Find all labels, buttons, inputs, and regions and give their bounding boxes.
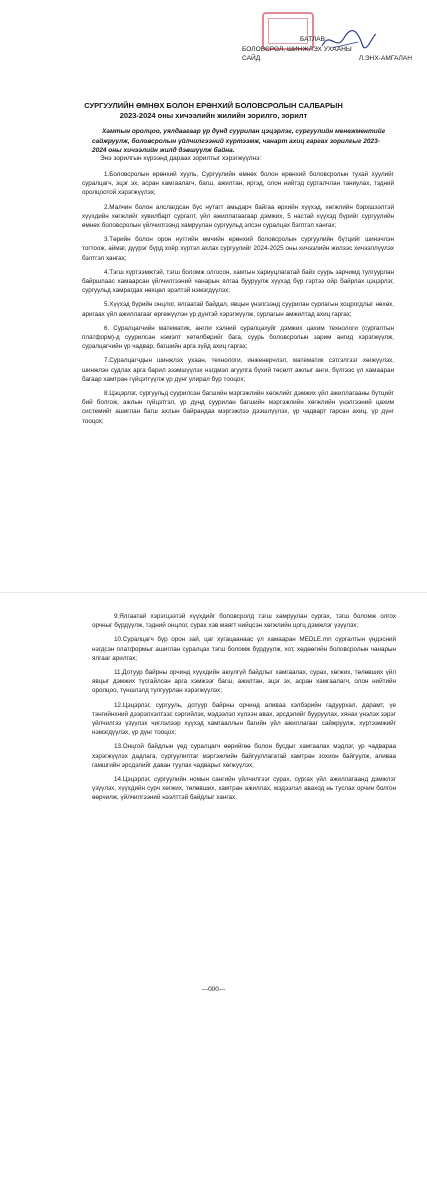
objective-item: 3.Төрийн болон орон нутгийн өмчийн ерөнхий боловсролын сургуулийн бүтцийг шинэчлэн тогтоож, аймаг, дүүрэг бүрд хоёр хүртэл ахлах сургуулийг 2024-2025 оны хичээлийн жилээс хичээллүүлэх бэлтгэл хангах; xyxy=(82,236,394,262)
objective-item: 7.Суралцагчдын шинжлэх ухаан, технологи, инженерчлэл, математик сэтгэлгээг хөгжүүлэх, шинжлэн судлах арга барил эзэмшүүлэх нэгдмэл агуулга бүхий төсөлт ажлыг анги, бүлгээс үл хамааран багаар хамтран гүйцэтгүүлж үр дүнг улирал бүр тооцох; xyxy=(82,357,394,383)
page-divider xyxy=(0,592,427,593)
approval-title: БАТЛАВ xyxy=(300,36,326,43)
title-line-1: СУРГУУЛИЙН ӨМНӨХ БОЛОН ЕРӨНХИЙ БОЛОВСРОЛЫН САЛБАРЫН xyxy=(84,101,343,110)
objective-item: 4.Тэгш хүртээмжтэй, тэгш боломж олгосон, хамтын хариуцлагатай байх суурь зарчимд тулгуурлан байршлаас хамаарсан үйлчилгээний чанарын ялгаа бууруулж хүүхэд бүр гэртээ ойр байрлах цэцэрлэг, сургуульд хамрагдах нөхцөл эрэлтэй нэмэгдүүлэх; xyxy=(82,268,394,295)
lead-sentence: Энэ зорилгын хүрээнд дараах зорилтыг хэрэгжүүлнэ: xyxy=(100,155,262,162)
intro-paragraph: Хамтын оролцоо, уялдаагаар үр дүнд суурилан цэцэрлэг, сургуулийн менежментийг сайжруулж, боловсролын үйлчилгээний хүртээмж, чанарт ахиц гаргах зорилгыг 2023-2024 оны хичээлийн жилд дэвшүүлж байна. xyxy=(92,128,386,154)
document-page-2 xyxy=(0,600,427,1200)
objective-item: 9.Ялгаатай хэрэгцээтэй хүүхдийг боловсролд тэгш хамруулан сургах, тэгш боломж олгох орчныг бүрдүүлж, тэдний онцлог, сурах хэв маягт нийцсэн хөгжлийн цогц дэмжлэг үзүүлэх; xyxy=(92,613,396,630)
approval-org: БОЛОВСРОЛ, ШИНЖЛЭХ УХААНЫ xyxy=(242,45,352,53)
objectives-list-page-1 xyxy=(82,170,394,431)
objectives-list-page-2 xyxy=(92,612,396,808)
objective-item: 11.Дотуур байрны орчинд хүүхдийн аюулгүй байдлыг хамгаалах, сурах, хөгжих, төлөвших үйл явцыг дэмжих түсгайлсан арга хэмжээг багш, ажилтан, эцэг эх, асран хамгаалагч, олон нийтийн оролцоо, түншлэлд тулгуурлан хэрэгжүүлэх; xyxy=(92,669,396,695)
approval-block xyxy=(242,35,412,64)
approval-name: Л.ЭНХ-АМГАЛАН xyxy=(358,55,412,63)
approval-position: САЙД xyxy=(242,55,261,63)
objective-item: 5.Хүүхэд бүрийн онцлог, ялгаатай байдал, явцын үнэлгээнд суурилан сурлагын хоцрогдлыг нөхөх, аригаах үйл ажиллагааг өргөжүүлэн үр дүнтэй хэрэгжүүлж, сурлагын амжилтад ахиц гаргах; xyxy=(82,301,394,318)
objective-item: 8.Цэцэрлэг, сургуульд суурилсан багшийн мэргэжлийн хөгжлийг дэмжих үйл ажиллагааны бүтцийг бий болгож, ажлын гүйцэтгэл, үр дүнд суурилан багшийн мэргэжлийн хөгжлийн үнэлгээний цахим системийг ашиглан багш ахлын байрандаа мэргэжлээ дээшлүүлэх, үр чадварт гарсан ахиц, үр дүнг тооцох; xyxy=(82,390,394,425)
objective-item: 6. Суралцагчийн математик, англи хэлний суралцахуйг дэмжих цахим технологи (сургалтын платформ)-д суурилсан нэмэлт хөтөлбөрийг бага, суурь боловсролын зарим ангид хэрэгжүүлж, суралцагчийн үр чадвар, багшийн арга зүйд ахиц гаргах; xyxy=(82,324,394,351)
objective-item: 12.Цэцэрлэг, сургууль, дотуур байрны орчинд аливаа хэлбэрийн гадуурхал, дарамт, үе тэнгийнхний дээрэлхэлтээс сэргийлэх, мэдээлэл хүлээн авах, эрсдэлийг бууруулах, хянах үнэлэх зэрэг үйлчилгээ үзүүлэх чиглэлээр хүүхэд хамгааллын багийн үйл ажиллагааг сайжруулж, хүртээмжийг нэмэгдүүлэх, үр дүнг тооцох; xyxy=(92,701,396,737)
objective-item: 13.Онцгой байдлын үед суралцагч өөрийгөө болон бусдыг хамгаалах мэдлэг, ур чадвараа хэрэгжүүлэх дадлага, сургуулиптаг мэргэжлийн байгууллагатай хамтран зохион байгуулж, аливаа гамшгийн эрсдэлийг даван туулах чадварыг хөгжүүлэх; xyxy=(92,743,396,769)
document-title xyxy=(60,101,367,121)
objective-item: 2.Малчин болон алслагдсан бүс нутагт амьдарч байгаа өрхийн хүүхэд, хөгжлийн бэрхшээлтэй хүүхдийн хөгжлийг хувилбарт сургалт, үйл ажиллагаагаар дэмжих, 5 настай хүүхэд бүрийг сургуулийн өмнөх боловсролын үйлчилгээнд хамруулан сургуульд элсэн суралцах бэлтгэл хангах; xyxy=(82,203,394,230)
objective-item: 10.Суралцагч бүр орон зай, цаг хугацаанаас үл хамааран MEDLE.mn сургалтын үндэсний нэгдсэн платформыг ашиглан суралцах тэгш боломж бүрдүүлж, хот, хөдөөгийн боловсролын чанарын ялгааг арилгах; xyxy=(92,636,396,662)
document-page-1 xyxy=(0,0,427,590)
title-line-2: 2023-2024 оны хичээлийн жилийн зорилго, зорилт xyxy=(119,111,308,120)
end-mark: ---000--- xyxy=(201,986,226,993)
objective-item: 1.Боловсролын ерөнхий хууль, Сургуулийн өмнөх болон ерөнхий боловсролын тухай хуулийг суралцагч, эцэг эх, асран хамгаалагч, багш, ажилтан, иргэд, олон нийтэд сурталчлан таниулах, тэдний оролцоотой хэрэгжүүлэх; xyxy=(82,171,394,197)
objective-item: 14.Цэцэрлэг, сургуулийн номын сангийн үйлчилгээг сурах, сургах үйл ажиллагаанд дэмжлэг үзүүлэх, хүүхдийн сурч хөгжих, төлөвших, хамтран ажиллах, мэдээлэл аваход нь туслах орчин болгон өөрчилж, үйлчилгээний нээлттэй байдлыг хангах. xyxy=(92,776,396,802)
